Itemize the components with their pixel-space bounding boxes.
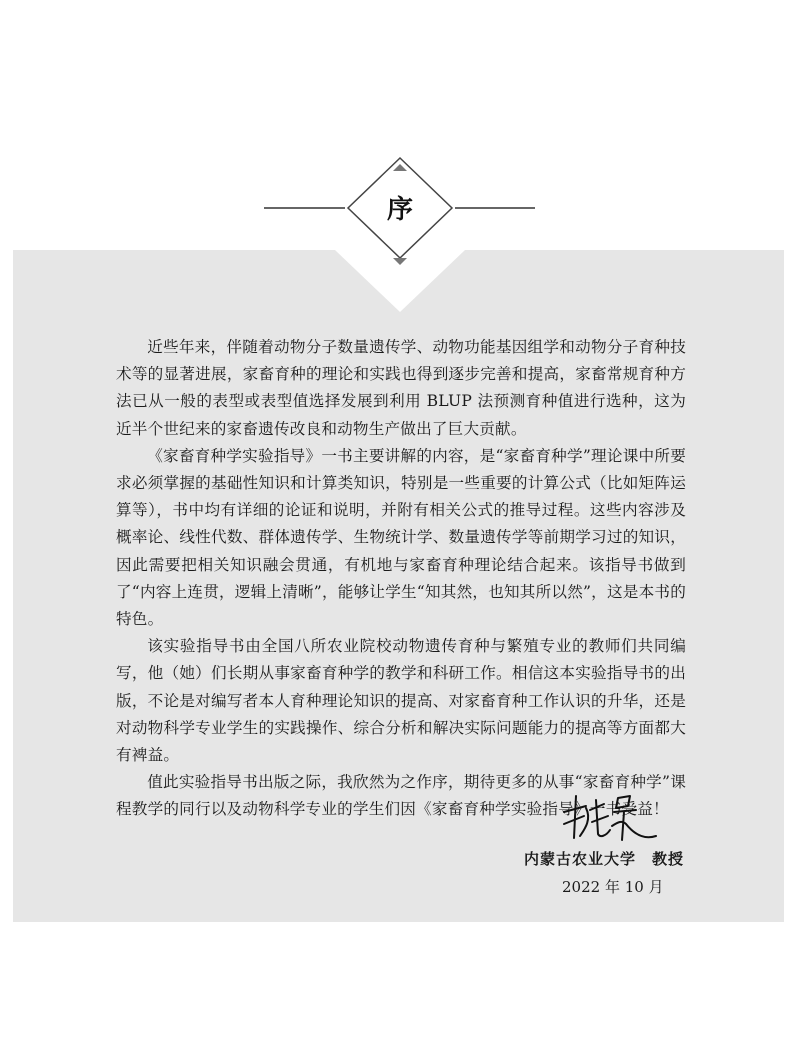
paragraph: 近些年来，伴随着动物分子数量遗传学、动物功能基因组学和动物分子育种技术等的显著进展，家畜育种的理论和实践也得到逐步完善和提高，家畜常规育种方法已从一般的表型或表型值选择发展到利用 BLUP 法预测育种值进行选种，这为近半个世纪来的家畜遗传改良和动物生产做出了巨大贡献。 <box>116 338 686 438</box>
page-title: 序 <box>386 195 413 225</box>
paragraph: 值此实验指导书出版之际，我欣然为之作序，期待更多的从事“家畜育种学”课程教学的同行以及动物科学专业的学生们因《家畜育种学实验指导》一书受益！ <box>116 773 686 819</box>
signature-date: 2022 年 10 月 <box>562 878 664 896</box>
paragraph: 《家畜育种学实验指导》一书主要讲解的内容，是“家畜育种学”理论课中所要求必须掌握的基础性知识和计算类知识，特别是一些重要的计算公式（比如矩阵运算等），书中均有详细的论证和说明，并附有相关公式的推导过程。这些内容涉及概率论、线性代数、群体遗传学、生物统计学、数量遗传学等前期学习过的知识，因此需要把相关知识融会贯通，有机地与家畜育种理论结合起来。该指导书做到了“内容上连贯，逻辑上清晰”，能够让学生“知其然，也知其所以然”，这是本书的特色。 <box>116 446 686 629</box>
handwritten-signature <box>556 790 666 846</box>
title-ornament <box>0 0 800 320</box>
paragraph: 该实验指导书由全国八所农业院校动物遗传育种与繁殖专业的教师们共同编写，他（她）们长期从事家畜育种学的教学和科研工作。相信这本实验指导书的出版，不论是对编写者本人育种理论知识的提高、对家畜育种工作认识的升华，还是对动物科学专业学生的实践操作、综合分析和解决实际问题能力的提高等方面都大有裨益。 <box>116 637 686 765</box>
preface-body <box>116 334 686 824</box>
signature-affiliation: 内蒙古农业大学 教授 <box>524 850 685 868</box>
